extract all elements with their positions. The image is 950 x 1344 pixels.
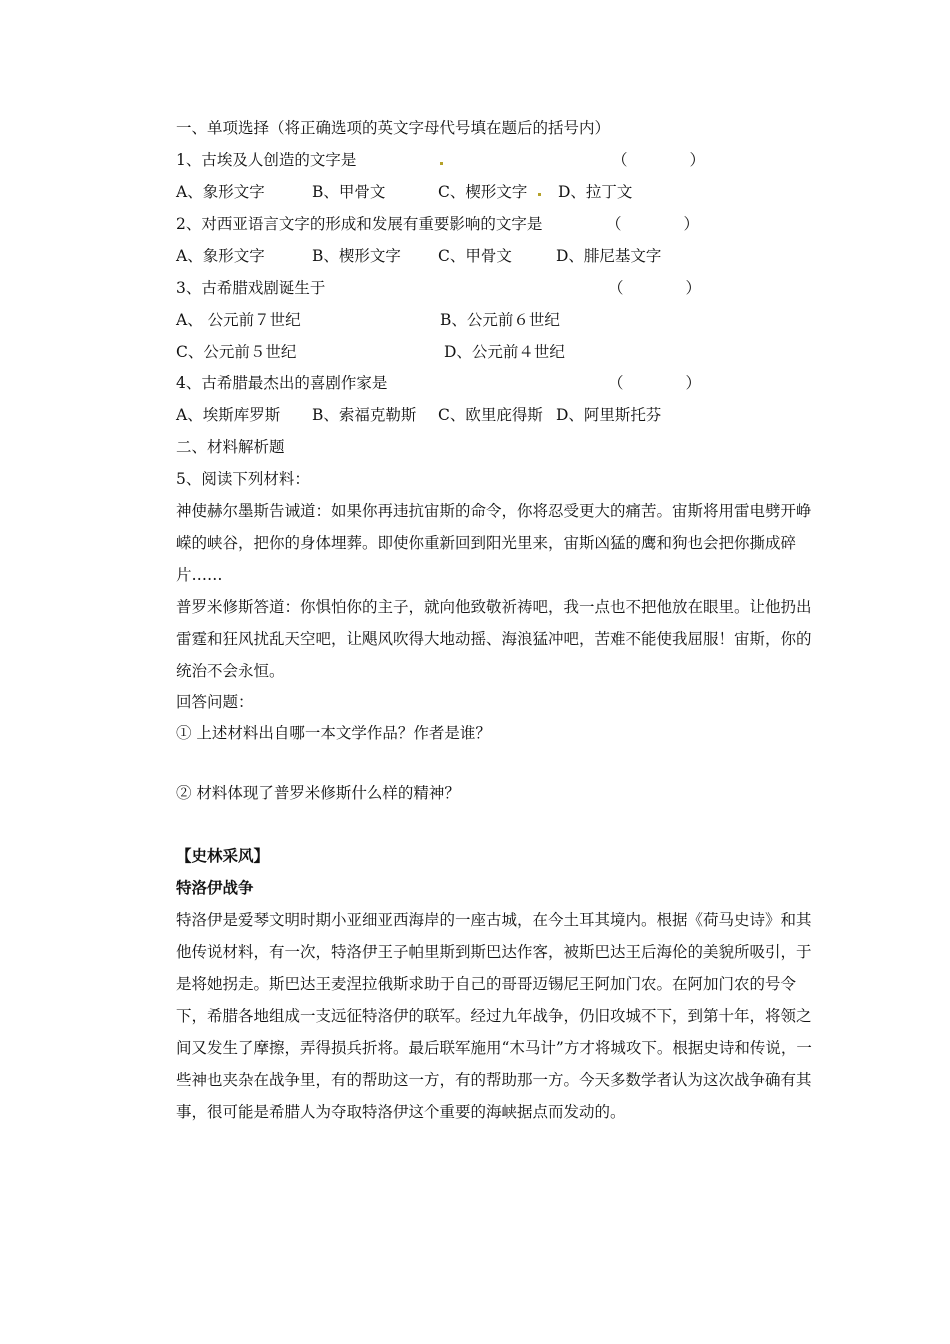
- q3-option-b: B、公元前６世纪: [440, 311, 560, 329]
- section1-title: 一、单项选择（将正确选项的英文字母代号填在题后的括号内）: [176, 119, 611, 137]
- q5-subquestion-1: ① 上述材料出自哪一本文学作品？作者是谁？: [176, 724, 491, 742]
- q2-stem: 2、对西亚语言文字的形成和发展有重要影响的文字是: [176, 215, 543, 233]
- q4-answer-paren: （ ）: [608, 374, 702, 392]
- q1-option-d: D、拉丁文: [558, 183, 633, 201]
- q1-answer-paren: （ ）: [612, 151, 706, 169]
- q5-answer-label: 回答问题：: [176, 693, 254, 711]
- stray-mark: [440, 162, 443, 165]
- history-subheading: 特洛伊战争: [176, 879, 254, 897]
- q3-option-c: C、公元前５世纪: [176, 343, 297, 361]
- q4-option-a: A、埃斯库罗斯: [176, 406, 281, 424]
- q5-material-2: [176, 591, 816, 687]
- q3-option-d: D、公元前４世纪: [444, 343, 565, 361]
- q2-option-d: D、腓尼基文字: [556, 247, 662, 265]
- q3-stem: 3、古希腊戏剧诞生于: [176, 279, 326, 297]
- q1-option-c: C、楔形文字: [438, 183, 528, 201]
- q1-option-b: B、甲骨文: [312, 183, 386, 201]
- history-heading: 【史林采风】: [176, 847, 270, 865]
- q4-option-b: B、索福克勒斯: [312, 406, 417, 424]
- q5-material-2-text: 普罗米修斯答道：你惧怕你的主子，就向他致敬祈祷吧，我一点也不把他放在眼里。让他扔出雷霆和狂风扰乱天空吧，让飓风吹得大地动摇、海浪猛冲吧，苦难不能使我屈服！宙斯，你的统治不会永恒。: [176, 598, 812, 680]
- q5-stem: 5、阅读下列材料：: [176, 470, 310, 488]
- q5-subquestion-2: ② 材料体现了普罗米修斯什么样的精神？: [176, 784, 460, 802]
- stray-mark: [538, 193, 541, 196]
- history-body-text: 特洛伊是爱琴文明时期小亚细亚西海岸的一座古城，在今土耳其境内。根据《荷马史诗》和其他传说材料，有一次，特洛伊王子帕里斯到斯巴达作客，被斯巴达王后海伦的美貌所吸引，于是将她拐走。斯巴达王麦涅拉俄斯求助于自己的哥哥迈锡尼王阿加门农。在阿加门农的号令下，希腊各地组成一支远征特洛伊的联军。经过九年战争，仍旧攻城不下，到第十年，将领之间又发生了摩擦，弄得损兵折将。最后联军施用“木马计”方才将城攻下。根据史诗和传说，一些神也夹杂在战争里，有的帮助这一方，有的帮助那一方。今天多数学者认为这次战争确有其事，很可能是希腊人为夺取特洛伊这个重要的海峡据点而发动的。: [176, 911, 812, 1121]
- history-body: [176, 904, 816, 1128]
- section2-title: 二、材料解析题: [176, 438, 285, 456]
- q5-material-1: [176, 495, 816, 591]
- q4-option-d: D、阿里斯托芬: [556, 406, 662, 424]
- q4-option-c: C、欧里庇得斯: [438, 406, 543, 424]
- q4-stem: 4、古希腊最杰出的喜剧作家是: [176, 374, 388, 392]
- q2-answer-paren: （ ）: [606, 215, 700, 233]
- q1-stem: 1、古埃及人创造的文字是: [176, 151, 357, 169]
- q5-material-1-text: 神使赫尔墨斯告诫道：如果你再违抗宙斯的命令，你将忍受更大的痛苦。宙斯将用雷电劈开峥嵘的峡谷，把你的身体埋葬。即使你重新回到阳光里来，宙斯凶猛的鹰和狗也会把你撕成碎片……: [176, 502, 812, 584]
- q1-option-a: A、象形文字: [176, 183, 265, 201]
- q2-option-a: A、象形文字: [176, 247, 265, 265]
- q2-option-c: C、甲骨文: [438, 247, 512, 265]
- q3-option-a: A、 公元前７世纪: [176, 311, 301, 329]
- q2-option-b: B、楔形文字: [312, 247, 401, 265]
- q3-answer-paren: （ ）: [608, 279, 702, 297]
